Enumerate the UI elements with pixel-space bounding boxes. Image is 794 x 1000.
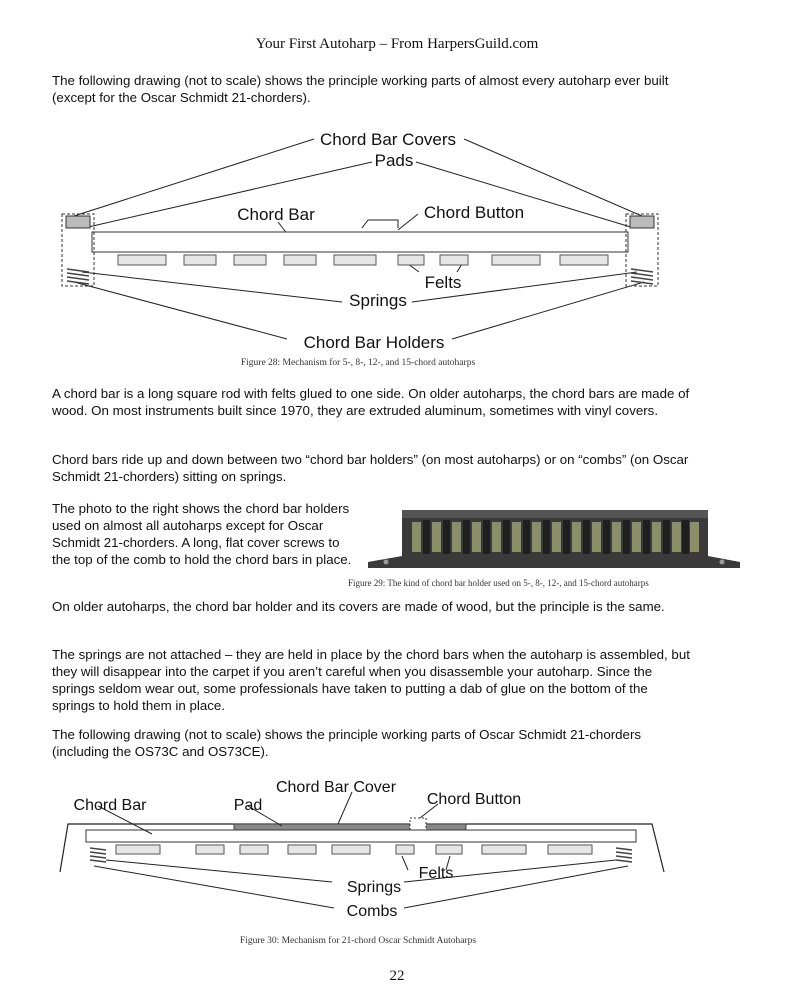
figure-28-diagram xyxy=(52,124,672,354)
label-chord-bar: Chord Bar xyxy=(237,205,315,224)
label-chord-button: Chord Button xyxy=(423,203,525,222)
springs-paragraph: The springs are not attached – they are held in place by the chord bars when the autoharp is assembled, but they will disappear into the carpet if you aren’t careful when you disassemble your autoharp. Since the springs seldom wear out, some professionals have taken to putting a dab of glue on the bottom of the springs to hold them in place. xyxy=(52,647,690,713)
chord-bar-paragraph: A chord bar is a long square rod with felts glued to one side. On older autoharps, the chord bars are made of wood. On most instruments built since 1970, they are extruded aluminum, sometimes with vinyl covers. xyxy=(52,386,690,418)
figure-28-caption: Figure 28: Mechanism for 5-, 8-, 12-, and 15-chord autoharps xyxy=(240,358,476,368)
label-pad: Pad xyxy=(233,797,263,814)
label-combs: Combs xyxy=(346,903,398,920)
os21-paragraph: The following drawing (not to scale) shows the principle working parts of Oscar Schmidt 21-chorders (including the OS73C and OS73CE). xyxy=(52,727,642,759)
label-springs: Springs xyxy=(346,879,402,896)
figure-30-caption: Figure 30: Mechanism for 21-chord Oscar Schmidt Autoharps xyxy=(239,936,477,946)
label-chord-button: Chord Button xyxy=(426,791,522,808)
page-header: Your First Autoharp – From HarpersGuild.com xyxy=(255,36,539,52)
label-chord-bar-cover: Chord Bar Cover xyxy=(275,779,397,796)
label-felts: Felts xyxy=(418,865,454,882)
label-chord-bar-covers: Chord Bar Covers xyxy=(319,130,457,149)
label-felts: Felts xyxy=(424,273,462,292)
label-chord-bar-holders: Chord Bar Holders xyxy=(303,333,445,352)
intro-paragraph: The following drawing (not to scale) shows the principle working parts of almost every autoharp ever built (except for the Oscar Schmidt 21-chorders). xyxy=(52,73,669,105)
photo-paragraph: The photo to the right shows the chord bar holders used on almost all autoharps except for Oscar Schmidt 21-chorders. A long, flat cover screws to the top of the comb to hold the chord bars in place. xyxy=(52,501,352,567)
page-number: 22 xyxy=(389,968,405,984)
figure-30-diagram xyxy=(52,774,672,924)
figure-29-caption: Figure 29: The kind of chord bar holder used on 5-, 8-, 12-, and 15-chord autoharps xyxy=(348,578,649,588)
label-chord-bar: Chord Bar xyxy=(73,797,147,814)
holders-paragraph: Chord bars ride up and down between two “chord bar holders” (on most autoharps) or on “combs” (on Oscar Schmidt 21-chorders) sitting on springs. xyxy=(52,452,689,484)
label-springs: Springs xyxy=(349,291,407,310)
wood-paragraph: On older autoharps, the chord bar holder and its covers are made of wood, but the principle is the same. xyxy=(52,599,665,614)
label-pads: Pads xyxy=(374,151,414,170)
figure-29-photo xyxy=(368,500,740,572)
